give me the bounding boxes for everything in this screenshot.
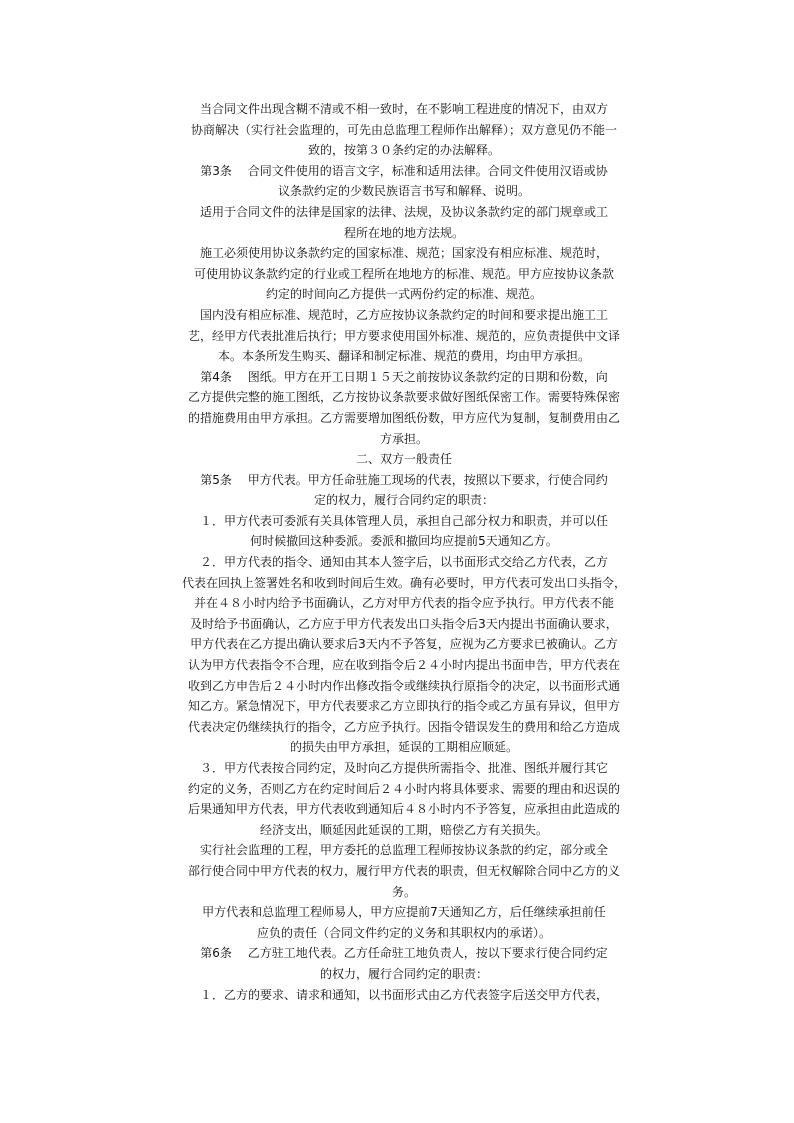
text-line: 认为甲方代表指令不合理，应在收到指令后２４小时内提出书面申告，甲方代表在 <box>187 658 620 673</box>
text-line: 应负的责任（合同文件约定的义务和其职权内的承诺）。 <box>256 925 551 940</box>
text-line: 约定的义务，否则乙方在约定时间后２４小时内将具体要求、需要的理由和迟误的 <box>187 781 620 796</box>
text-line: １．乙方的要求、请求和通知，以书面形式由乙方代表签字后送交甲方代表， <box>199 987 608 1002</box>
text-line: 实行社会监理的工程，甲方委托的总监理工程师按协议条款的约定，部分或全 <box>199 843 608 858</box>
text-line: 艺，经甲方代表批准后执行；甲方要求使用国外标准、规范的，应负责提供中文译 <box>187 328 620 343</box>
text-line: 施工必须使用协议条款约定的国家标准、规范；国家没有相应标准、规范时， <box>199 246 608 261</box>
text-line: 本。本条所发生购买、翻译和制定标准、规范的费用，均由甲方承担。 <box>217 349 590 364</box>
text-line: 知乙方。紧急情况下，甲方代表要求乙方立即执行的指令或乙方虽有异议，但甲方 <box>187 699 620 714</box>
text-line: 并在４８小时内给予书面确认，乙方对甲方代表的指令应予执行。甲方代表不能 <box>193 596 614 611</box>
contract-text <box>178 99 630 1005</box>
text-line: 可使用协议条款约定的行业或工程所在地地方的标准、规范。甲方应按协议条款 <box>193 266 614 281</box>
text-line: 代表在回执上签署姓名和收到时间后生效。确有必要时，甲方代表可发出口头指令， <box>181 575 626 590</box>
text-line: 方承担。 <box>379 431 428 446</box>
text-line: 何时候撤回这种委派。委派和撤回均应提前5天通知乙方。 <box>250 534 558 549</box>
text-line: 国内没有相应标准、规范时，乙方应按协议条款约定的时间和要求提出施工工 <box>199 307 608 322</box>
text-line: 的权力，履行合同约定的职责： <box>319 966 488 981</box>
text-line: 后果通知甲方代表，甲方代表收到通知后４８小时内不予答复，应承担由此造成的 <box>187 802 620 817</box>
text-line: 经济支出，顺延因此延误的工期，赔偿乙方有关损失。 <box>259 822 548 837</box>
text-line: 代表决定仍继续执行的指令，乙方应予执行。因指令错误发生的费用和给乙方造成 <box>187 719 620 734</box>
text-line: 甲方代表和总监理工程师易人，甲方应提前7天通知乙方，后任继续承担前任 <box>202 905 606 920</box>
text-line: 定的权力，履行合同约定的职责： <box>313 493 494 508</box>
section-heading: 二、双方一般责任 <box>355 452 452 467</box>
text-line: 议条款约定的少数民族语言书写和解释、说明。 <box>277 184 530 199</box>
text-line: 协商解决（实行社会监理的，可先由总监理工程师作出解释）；双方意见仍不能一 <box>190 122 617 137</box>
text-line: 第6条 乙方驻工地代表。乙方任命驻工地负责人，按以下要求行使合同约定 <box>200 946 608 961</box>
text-line: 部行使合同中甲方代表的权力，履行甲方代表的职责，但无权解除合同中乙方的义 <box>187 863 620 878</box>
text-line: 第5条 甲方代表。甲方任命驻施工现场的代表，按照以下要求，行使合同约 <box>200 472 608 487</box>
text-line: 约定的时间向乙方提供一式两份约定的标准、规范。 <box>265 287 542 302</box>
text-line: 适用于合同文件的法律是国家的法律、法规，及协议条款约定的部门规章或工 <box>199 204 608 219</box>
text-line: 的措施费用由甲方承担。乙方需要增加图纸份数，甲方应代为复制，复制费用由乙 <box>187 410 620 425</box>
text-line: 程所在地的地方法规。 <box>343 225 464 240</box>
text-line: 乙方提供完整的施工图纸，乙方按协议条款要求做好图纸保密工作。需要特殊保密 <box>187 390 620 405</box>
text-line: １．甲方代表可委派有关具体管理人员，承担自己部分权力和职责，并可以任 <box>199 513 608 528</box>
text-line: 收到乙方申告后２４小时内作出修改指令或继续执行原指令的决定，以书面形式通 <box>187 678 620 693</box>
text-line: 甲方代表在乙方提出确认要求后3天内不予答复，应视为乙方要求已被确认。乙方 <box>190 637 618 652</box>
text-line: 第3条 合同文件使用的语言文字，标准和适用法律。合同文件使用汉语或协 <box>200 163 608 178</box>
text-line: 第4条 图纸。甲方在开工日期１５天之前按协议条款约定的日期和份数，向 <box>200 369 608 384</box>
text-line: 当合同文件出现含糊不清或不相一致时，在不影响工程进度的情况下，由双方 <box>199 102 608 116</box>
text-line: ３．甲方代表按合同约定，及时向乙方提供所需指令、批准、图纸并履行其它 <box>199 761 608 775</box>
text-line: 及时给予书面确认，乙方应于甲方代表发出口头指令后3天内提出书面确认要求， <box>190 616 618 631</box>
text-line: 致的，按第３０条约定的办法解释。 <box>307 143 500 158</box>
text-line: 的损失由甲方承担，延误的工期相应顺延。 <box>289 740 518 755</box>
text-line: ２．甲方代表的指令、通知由其本人签字后，以书面形式交给乙方代表，乙方 <box>199 555 608 570</box>
text-line: 务。 <box>391 884 416 899</box>
